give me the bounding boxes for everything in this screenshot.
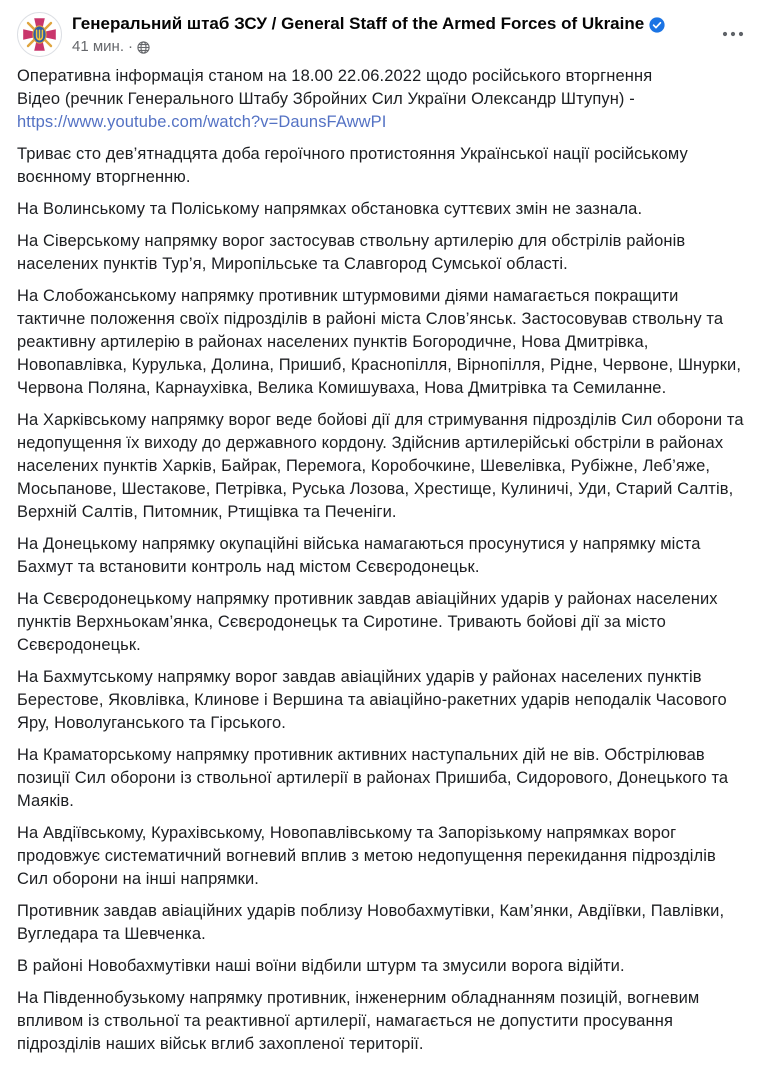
youtube-link[interactable]: https://www.youtube.com/watch?v=DaunsFAwwPI bbox=[17, 113, 387, 131]
post-paragraph: На Волинському та Поліському напрямках обстановка суттєвих змін не зазнала. bbox=[17, 200, 643, 218]
page-name-row bbox=[72, 13, 715, 35]
post-paragraph: Противник завдав авіаційних ударів поблизу Новобахмутівки, Кам’янки, Авдіївки, Павлівки, Вугледара та Шевченка. bbox=[17, 902, 725, 943]
intro-line: Оперативна інформація станом на 18.00 22.06.2022 щодо російського вторгнення bbox=[17, 67, 653, 85]
post-paragraph: На Слобожанському напрямку противник штурмовими діями намагається покращити тактичне положення своїх підрозділів в районі міста Слов’янськ. Застосовував ствольну та реактивну артилерію в районах населених пунктів Богородичне, Нова Дмитрівка, Новопавлівка, Курулька, Долина, Пришиб, Краснопілля, Вірнопілля, Рідне, Червоне, Шнурки, Червона Поляна, Карнаухівка, Велика Комишуваха, Нова Дмитрівка та Семиланне. bbox=[17, 287, 742, 397]
meta-separator: · bbox=[128, 38, 133, 56]
post-paragraph: На Авдіївському, Курахівському, Новопавлівському та Запорізькому напрямках ворог продовжує систематичний вогневий вплив з метою недопущення перекидання підрозділів Сил оборони на інші напрямки. bbox=[17, 824, 716, 888]
post-meta bbox=[72, 38, 715, 56]
post-header bbox=[0, 0, 767, 59]
post-paragraph: На Сєвєродонецькому напрямку противник завдав авіаційних ударів у районах населених пунктів Верхньокам’янка, Сєвєродонецьк та Сиротине. Тривають бойові дії за місто Сєвєродонецьк. bbox=[17, 590, 718, 654]
ellipsis-icon bbox=[722, 25, 744, 40]
verified-badge-icon bbox=[649, 17, 665, 33]
post-paragraph: На Краматорському напрямку противник активних наступальних дій не вів. Обстрілював позиції Сил оборони із ствольної артилерії в районах Пришиба, Сидорового, Донецького та Маяків. bbox=[17, 746, 729, 810]
post-paragraph: На Харківському напрямку ворог веде бойові дії для стримування підрозділів Сил оборони та недопущення їх виходу до державного кордону. Здійснив артилерійські обстріли в районах населених пунктів Харків, Байрак, Перемога, Коробочкине, Шевелівка, Рубіжне, Леб’яже, Мосьпанове, Шестакове, Петрівка, Руська Лозова, Хрестище, Кулиничі, Уди, Старий Салтів, Верхній Салтів, Питомник, Ртищівка та Печеніги. bbox=[17, 411, 744, 521]
general-staff-emblem-icon bbox=[17, 12, 62, 57]
post-paragraph: На Сіверському напрямку ворог застосував ствольну артилерію для обстрілів районів населених пунктів Тур’я, Миропільське та Славгород Сумської області. bbox=[17, 232, 686, 273]
post-intro-paragraph bbox=[17, 65, 751, 134]
page-name-link[interactable]: Генеральний штаб ЗСУ / General Staff of the Armed Forces of Ukraine bbox=[72, 14, 645, 33]
page-avatar[interactable] bbox=[17, 12, 62, 57]
header-text-block bbox=[72, 12, 715, 56]
intro-line: Відео (речник Генерального Штабу Збройних Сил України Олександр Штупун) - bbox=[17, 90, 635, 108]
post-paragraph: На Донецькому напрямку окупаційні війська намагаються просунутися у напрямку міста Бахмут та встановити контроль над містом Сєвєродонецьк. bbox=[17, 535, 701, 576]
post-paragraph: На Південнобузькому напрямку противник, інженерним обладнанням позицій, вогневим впливом із ствольної та реактивної артилерії, намагається не допустити просування підрозділів наших військ вглиб захопленої території. bbox=[17, 989, 700, 1053]
post-paragraph: На Бахмутському напрямку ворог завдав авіаційних ударів у районах населених пунктів Берестове, Яковлівка, Клинове і Вершина та авіаційно-ракетних ударів неподалік Часового Яру, Новолуганського та Гірського. bbox=[17, 668, 727, 732]
post-timestamp-link[interactable]: 41 мин. bbox=[72, 38, 124, 56]
post-paragraph: В районі Новобахмутівки наші воїни відбили штурм та змусили ворога відійти. bbox=[17, 957, 625, 975]
post-paragraph: Триває сто дев’ятнадцята доба героїчного протистояння Української нації російському воєнному вторгненню. bbox=[17, 145, 688, 186]
post-content bbox=[0, 59, 767, 1068]
public-globe-icon bbox=[137, 41, 150, 54]
more-options-button[interactable] bbox=[715, 14, 751, 50]
